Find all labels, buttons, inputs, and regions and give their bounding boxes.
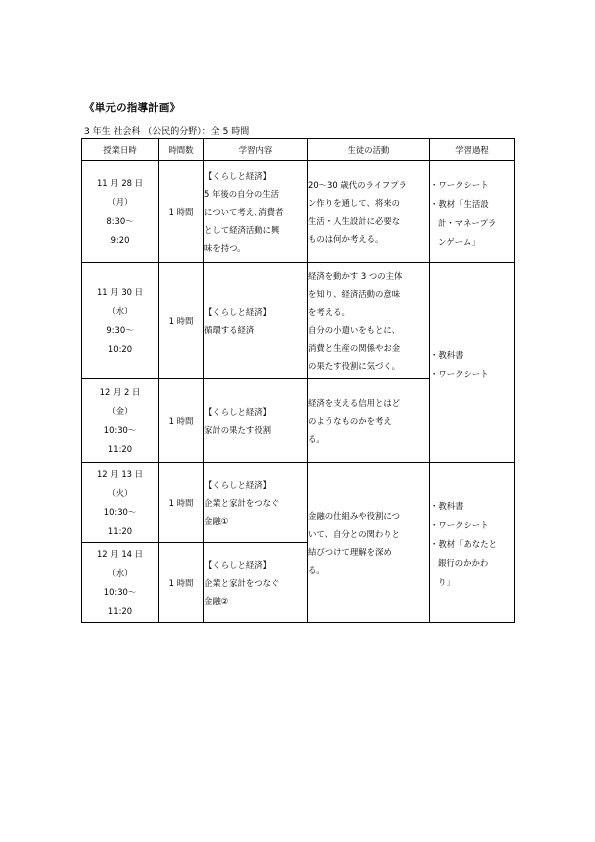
activity-line: を考える。 [308,306,350,317]
header-process: 学習過程 [430,139,515,161]
date-line: 10:30～ [103,586,137,597]
activity-line: のようなものかを考え [308,415,392,426]
content-line: 5 年後の自分の生活 [204,188,279,199]
date-line: 11:20 [107,443,133,454]
date-line: 10:30～ [103,506,137,517]
content-line: について考え､消費者 [204,206,284,217]
date-cell [82,543,159,623]
date-line: （水） [107,305,133,316]
section-heading: 《単元の指導計画》 [84,102,181,114]
activity-line: 経済を動かす 3 つの主体 [308,270,403,281]
date-cell [82,379,159,463]
process-line: ・ワークシート [430,368,489,379]
hours-cell: 1 時間 [159,463,204,543]
process-cell [430,263,515,463]
activity-line: る。 [308,433,325,444]
activity-line: の果たす役割に気づく。 [308,360,400,371]
hours-cell: 1 時間 [159,379,204,463]
table-header-row [82,139,515,161]
date-line: 11:20 [107,605,133,616]
date-line: 11:20 [107,525,133,536]
content-line: 企業と家計をつなぐ [204,497,280,508]
header-hours: 時間数 [159,139,204,161]
date-line: 12 月 13 日 [96,468,144,479]
header-content: 学習内容 [204,139,308,161]
date-cell [82,263,159,379]
content-cell [204,379,308,463]
content-line: 【くらしと経済】 [204,306,271,317]
date-line: （月） [107,196,133,207]
content-line: 金融② [204,595,229,606]
date-line: 11 月 30 日 [96,286,144,297]
content-line: 企業と家計をつなぐ [204,577,280,588]
header-date: 授業日時 [82,139,159,161]
date-line: （水） [107,567,133,578]
date-line: （金） [107,405,133,416]
activity-line: 金融の仕組みや役割につ [308,510,400,521]
lesson-plan-table [81,138,515,623]
activity-line: 経済を支える信用とはど [308,397,401,408]
activity-cell [308,263,430,379]
activity-line: いて、自分との関わりと [308,528,400,539]
activity-line: 生活・人生設計に必要な [308,215,401,226]
content-line: 【くらしと経済】 [204,559,271,570]
process-line: 計・マネープラ [438,217,497,228]
process-line: ・教科書 [430,349,464,360]
content-line: として経済活動に興 [204,224,280,235]
activity-line: る。 [308,564,325,575]
table-row [82,463,515,543]
date-cell [82,161,159,263]
content-cell [204,543,308,623]
content-line: 循環する経済 [204,324,255,335]
date-line: 12 月 2 日 [99,386,141,397]
hours-cell: 1 時間 [159,543,204,623]
process-line: ・ワークシート [430,179,489,190]
date-line: 9:30～ [106,324,134,335]
content-line: 【くらしと経済】 [204,479,271,490]
unit-summary: 3 年生 社会科 （公民的分野）：全 5 時間 [84,127,250,137]
content-line: 【くらしと経済】 [204,170,271,181]
date-line: 10:20 [107,343,133,354]
content-cell [204,263,308,379]
table-row [82,161,515,263]
activity-cell [308,379,430,463]
process-line: ・教科書 [430,500,464,511]
activity-cell [308,161,430,263]
activity-line: 消費と生産の関係やお金 [308,342,401,353]
process-cell [430,161,515,263]
date-cell [82,463,159,543]
hours-cell: 1 時間 [159,161,204,263]
date-line: 12 月 14 日 [96,548,144,559]
date-line: （火） [107,487,133,498]
content-cell [204,161,308,263]
content-line: 金融① [204,515,229,526]
activity-line: 20～30 歳代のライフプラ [308,179,407,190]
activity-cell [308,463,430,623]
date-line: 9:20 [110,234,130,245]
table-row [82,263,515,379]
process-line: ・教材「生活設 [430,198,489,209]
process-line: り」 [438,576,455,587]
process-line: ンゲーム」 [438,236,480,247]
process-line: ・ワークシート [430,519,489,530]
process-line: 銀行のかかわ [438,557,489,568]
activity-line: ものは何か考える。 [308,233,384,244]
header-activity: 生徒の活動 [308,139,430,161]
content-line: 【くらしと経済】 [204,406,271,417]
activity-line: 結びつけて理解を深め [308,546,392,557]
content-line: 味を持つ。 [204,242,246,253]
date-line: 8:30～ [106,215,134,226]
process-line: ・教材「あなたと [430,538,497,549]
activity-line: 自分の小遣いをもとに、 [308,324,401,335]
date-line: 11 月 28 日 [96,177,144,188]
activity-line: を知り、経済活動の意味 [308,288,401,299]
date-line: 10:30～ [103,424,137,435]
content-cell [204,463,308,543]
activity-line: ン作りを通して、将来の [308,197,400,208]
hours-cell: 1 時間 [159,263,204,379]
content-line: 家計の果たす役割 [204,424,271,435]
process-cell [430,463,515,623]
